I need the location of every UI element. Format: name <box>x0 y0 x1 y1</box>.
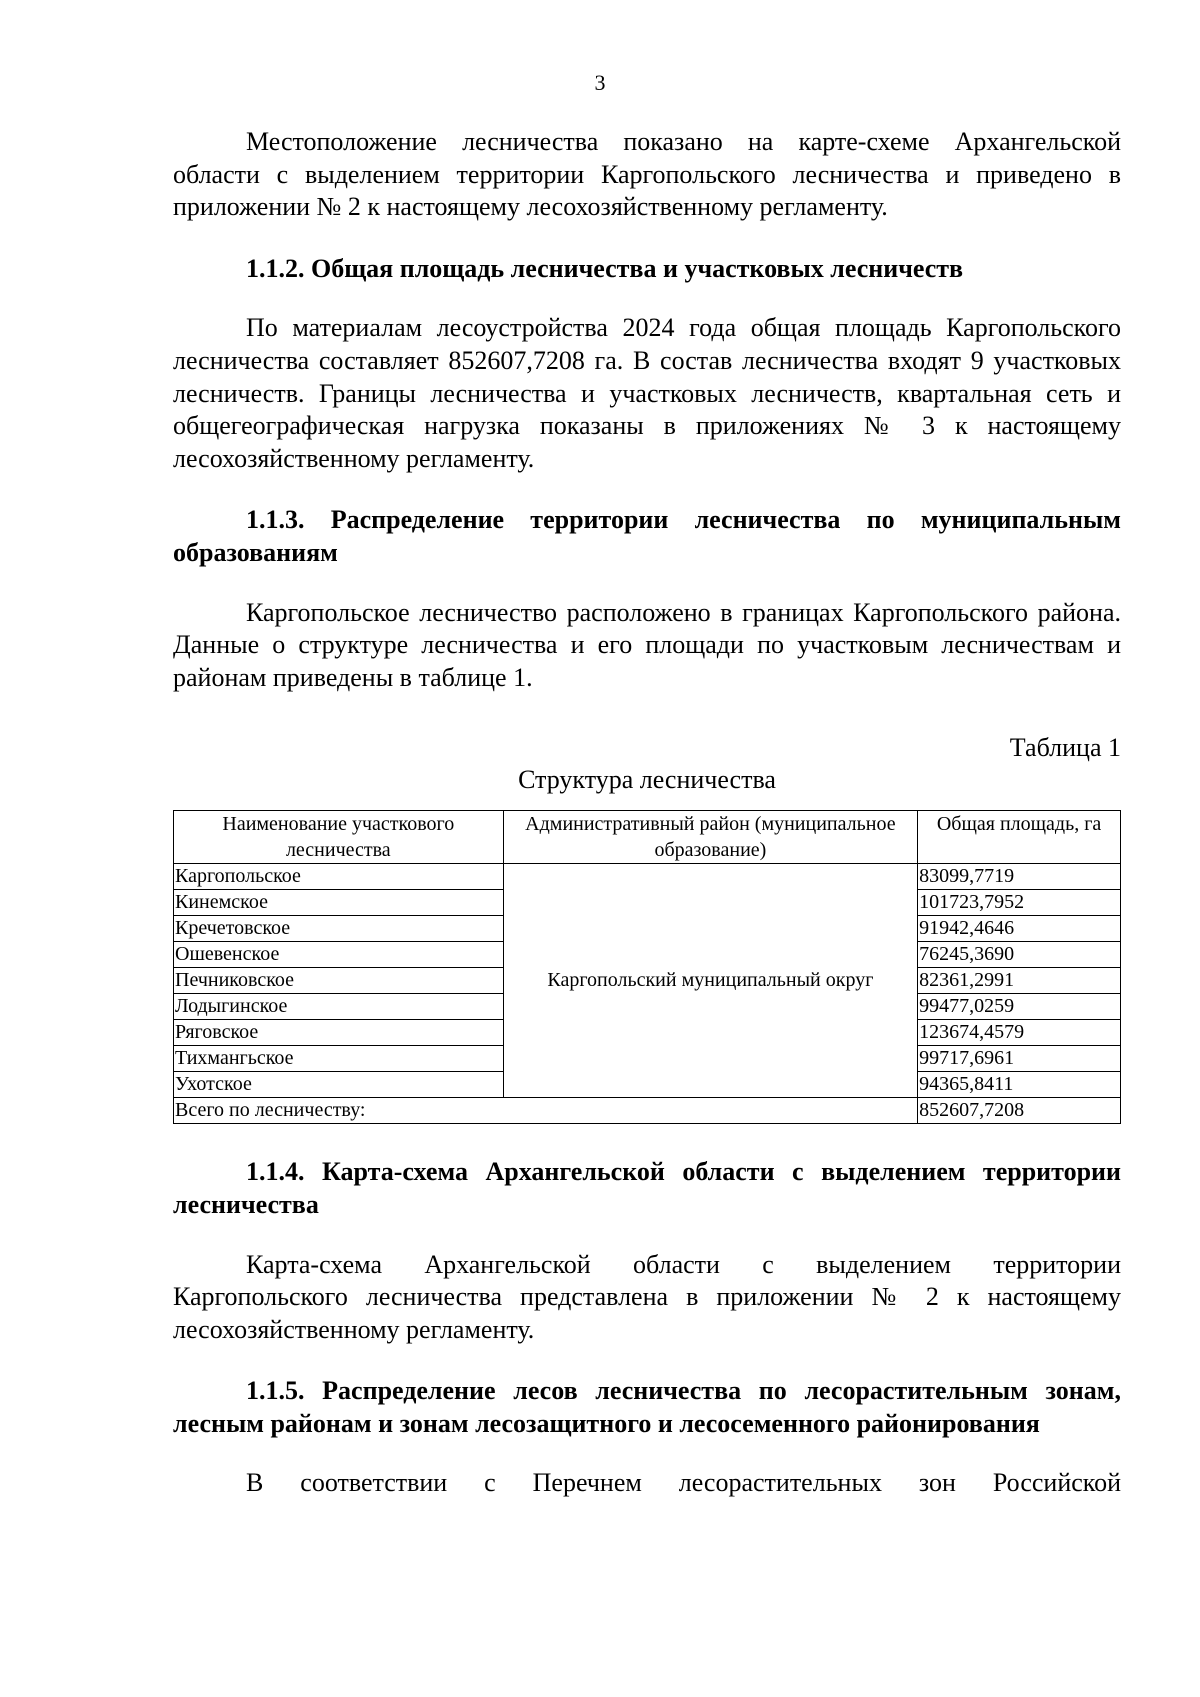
paragraph-zones: В соответствии с Перечнем лесорастительных зон Российской <box>246 1468 1121 1498</box>
row-area: 99717,6961 <box>918 1046 1121 1072</box>
total-value: 852607,7208 <box>918 1098 1121 1124</box>
row-name: Ухотское <box>174 1072 504 1098</box>
document-body <box>173 126 1121 1500</box>
table-label: Таблица 1 <box>1009 733 1121 763</box>
row-area: 83099,7719 <box>918 864 1121 890</box>
row-name: Лодыгинское <box>174 994 504 1020</box>
paragraph-location: Местоположение лесничества показано на карте-схеме Архангельской области с выделением территории Каргопольского лесничества и приведено в приложении № 2 к настоящему лесохозяйственному регламенту. <box>173 127 1121 222</box>
heading-1-1-3: 1.1.3. Распределение территории лесничества по муниципальным образованиям <box>173 505 1121 567</box>
header-area: Общая площадь, га <box>918 811 1121 864</box>
district-cell: Каргопольский муниципальный округ <box>503 864 918 1098</box>
table-header-row <box>174 811 1121 864</box>
row-area: 82361,2991 <box>918 968 1121 994</box>
row-name: Каргопольское <box>174 864 504 890</box>
row-name: Ошевенское <box>174 942 504 968</box>
table-total-row <box>174 1098 1121 1124</box>
header-name: Наименование участкового лесничества <box>174 811 504 864</box>
row-name: Кречетовское <box>174 916 504 942</box>
row-name: Ряговское <box>174 1020 504 1046</box>
table-row <box>174 864 1121 890</box>
paragraph-distribution: Каргопольское лесничество расположено в границах Каргопольского района. Данные о структуре лесничества и его площади по участковым лесничествам и районам приведены в таблице 1. <box>173 597 1121 692</box>
row-name: Печниковское <box>174 968 504 994</box>
heading-1-1-5: 1.1.5. Распределение лесов лесничества по лесорастительным зонам, лесным районам и зонам лесозащитного и лесосеменного районирования <box>173 1376 1121 1438</box>
row-area: 99477,0259 <box>918 994 1121 1020</box>
heading-1-1-4: 1.1.4. Карта-схема Архангельской области с выделением территории лесничества <box>173 1157 1121 1219</box>
row-area: 101723,7952 <box>918 890 1121 916</box>
paragraph-area: По материалам лесоустройства 2024 года общая площадь Каргопольского лесничества составляет 852607,7208 га. В состав лесничества входят 9 участковых лесничеств. Границы лесничества и участковых лесничеств, квартальная сеть и общегеографическая нагрузка показаны в приложениях № 3 к настоящему лесохозяйственному регламенту. <box>173 313 1121 473</box>
row-name: Тихмангьское <box>174 1046 504 1072</box>
row-area: 91942,4646 <box>918 916 1121 942</box>
page-number: 3 <box>594 70 606 95</box>
header-district: Административный район (муниципальное образование) <box>503 811 918 864</box>
row-area: 94365,8411 <box>918 1072 1121 1098</box>
paragraph-map: Карта-схема Архангельской области с выделением территории Каргопольского лесничества представлена в приложении № 2 к настоящему лесохозяйственному регламенту. <box>173 1249 1121 1344</box>
row-area: 76245,3690 <box>918 942 1121 968</box>
total-label: Всего по лесничеству: <box>174 1098 918 1124</box>
row-area: 123674,4579 <box>918 1020 1121 1046</box>
heading-1-1-2: 1.1.2. Общая площадь лесничества и участковых лесничеств <box>246 253 964 283</box>
structure-table <box>173 810 1121 1124</box>
row-name: Кинемское <box>174 890 504 916</box>
table-caption: Структура лесничества <box>518 765 776 795</box>
